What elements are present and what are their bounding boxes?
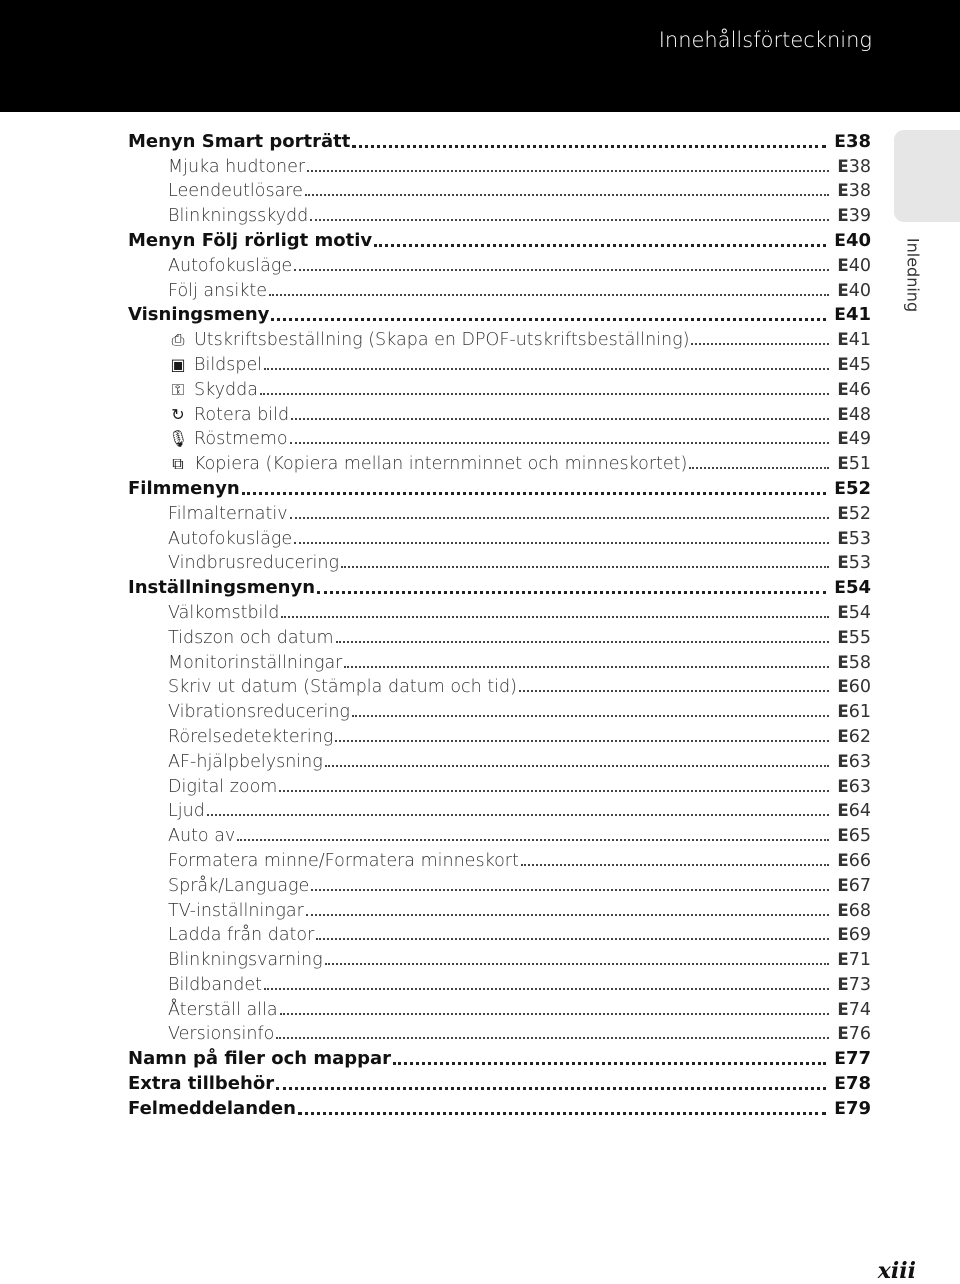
toc-entry-label	[168, 974, 262, 996]
toc-entry-label	[128, 478, 240, 500]
toc-page-number: 41	[845, 304, 871, 326]
toc-page-number: 63	[848, 776, 871, 797]
toc-entry-text: Monitorinställningar	[168, 652, 343, 673]
toc-subentry[interactable]	[128, 351, 871, 376]
toc-entry-label	[168, 602, 279, 624]
dot-leader	[280, 1013, 830, 1015]
toc-entry-label	[168, 354, 262, 376]
dot-leader	[310, 219, 829, 221]
toc-entry-label	[168, 875, 309, 897]
toc-entry-text: Bildbandet	[168, 974, 262, 995]
page-reference-e-icon: E	[837, 677, 848, 697]
toc-entry-label	[128, 577, 315, 599]
toc-page-reference	[837, 850, 871, 872]
toc-section-entry[interactable]	[128, 302, 871, 327]
toc-page-reference	[837, 503, 871, 525]
toc-subentry[interactable]	[128, 376, 871, 401]
toc-page-reference	[837, 776, 871, 798]
toc-page-reference	[837, 875, 871, 897]
toc-entry-text: TV-inställningar	[168, 900, 304, 921]
toc-entry-text: Vindbrusreducering	[168, 553, 339, 574]
toc-entry-label	[168, 1023, 274, 1045]
protect-key-icon: ⚿	[171, 379, 185, 399]
toc-entry-text: Följ ansikte	[168, 280, 267, 301]
toc-page-reference	[837, 652, 871, 674]
toc-subentry[interactable]	[128, 822, 871, 847]
page-reference-e-icon: E	[837, 702, 848, 722]
toc-entry-label	[168, 404, 289, 426]
toc-entry-label	[168, 255, 292, 277]
page-reference-e-icon: E	[837, 429, 848, 449]
toc-subentry[interactable]	[128, 946, 871, 971]
toc-page-number: 55	[848, 627, 871, 648]
toc-entry-text: Autofokusläge	[168, 528, 293, 549]
dot-leader	[269, 294, 829, 296]
toc-page-reference	[837, 453, 871, 475]
toc-entry-text: Menyn Följ rörligt motiv	[128, 229, 373, 251]
toc-entry-text: Auto av	[168, 826, 236, 847]
toc-page-reference	[837, 205, 871, 227]
toc-entry-text: Kopiera (Kopiera mellan internminnet och minneskortet)	[194, 454, 688, 475]
page-reference-e-icon: E	[837, 354, 848, 374]
toc-page-number: 73	[848, 974, 871, 995]
voice-memo-icon: 🎙	[168, 429, 189, 449]
toc-page-reference	[837, 751, 871, 773]
toc-entry-text: Extra tillbehör	[128, 1073, 275, 1095]
toc-page-reference	[837, 404, 871, 426]
page-reference-e-icon: E	[837, 726, 848, 746]
toc-subentry[interactable]	[128, 1021, 871, 1046]
toc-entry-text: Återställ alla	[168, 999, 278, 1020]
toc-entry-label	[128, 1098, 296, 1120]
dot-leader	[317, 591, 826, 594]
toc-page-reference	[837, 800, 871, 822]
rotate-image-icon: ↻	[171, 404, 185, 424]
toc-page-reference	[837, 1023, 871, 1045]
toc-subentry[interactable]	[128, 649, 871, 674]
dot-leader	[306, 914, 830, 916]
toc-page-number: 74	[848, 999, 871, 1020]
toc-entry-label	[168, 800, 205, 822]
toc-page-number: 79	[845, 1097, 871, 1119]
page-reference-e-icon: E	[837, 925, 848, 945]
page-reference-e-icon: E	[834, 1074, 845, 1095]
dot-leader	[341, 566, 829, 568]
toc-entry-label	[168, 949, 323, 971]
toc-page-number: 40	[845, 229, 871, 251]
toc-subentry[interactable]	[128, 922, 871, 947]
page-reference-e-icon: E	[834, 478, 845, 499]
toc-page-number: 65	[848, 826, 871, 847]
toc-entry-text: Ladda från dator	[168, 925, 315, 946]
toc-subentry[interactable]	[128, 153, 871, 178]
toc-entry-label	[128, 304, 269, 326]
toc-entry-label	[168, 428, 288, 450]
page-reference-e-icon: E	[837, 826, 848, 846]
dot-leader	[325, 765, 830, 767]
toc-page-number: 61	[848, 702, 871, 723]
toc-entry-label	[168, 924, 314, 946]
toc-entry-text: Filmalternativ	[168, 503, 288, 524]
page-reference-e-icon: E	[837, 454, 848, 474]
table-of-contents	[128, 128, 871, 1120]
toc-page-reference	[837, 552, 871, 574]
toc-entry-label	[168, 900, 304, 922]
page-reference-e-icon: E	[837, 528, 848, 548]
toc-subentry[interactable]	[128, 996, 871, 1021]
toc-entry-label	[168, 676, 517, 698]
toc-entry-text: Skydda	[194, 379, 258, 400]
toc-page-number: 52	[848, 503, 871, 524]
toc-section-entry[interactable]	[128, 128, 871, 153]
toc-entry-label	[168, 180, 303, 202]
toc-subentry[interactable]	[128, 277, 871, 302]
dot-leader	[290, 517, 830, 519]
toc-entry-label	[168, 825, 235, 847]
toc-entry-label	[168, 627, 334, 649]
dot-leader	[307, 170, 829, 172]
dot-leader	[260, 393, 829, 395]
toc-entry-label	[168, 701, 350, 723]
toc-entry-label	[168, 329, 689, 351]
dot-leader	[279, 790, 829, 792]
page-reference-e-icon: E	[837, 999, 848, 1019]
toc-section-entry[interactable]	[128, 227, 871, 252]
toc-entry-label	[168, 205, 308, 227]
toc-subentry[interactable]	[128, 550, 871, 575]
toc-entry-text: Rörelsedetektering	[168, 726, 334, 747]
toc-entry-text: Namn på filer och mappar	[128, 1048, 392, 1070]
page-reference-e-icon: E	[837, 206, 848, 226]
page-reference-e-icon: E	[837, 801, 848, 821]
page-reference-e-icon: E	[834, 230, 845, 251]
toc-page-number: 58	[848, 652, 871, 673]
toc-page-number: 54	[848, 602, 871, 623]
page-reference-e-icon: E	[837, 1024, 848, 1044]
toc-entry-text: Filmmenyn	[128, 477, 240, 499]
dot-leader	[393, 1062, 826, 1065]
toc-subentry[interactable]	[128, 426, 871, 451]
dot-leader	[276, 1037, 829, 1039]
page-header-bar	[0, 0, 960, 112]
toc-page-number: 63	[848, 751, 871, 772]
dot-leader	[237, 839, 829, 841]
toc-page-number: 77	[845, 1048, 871, 1070]
page-reference-e-icon: E	[837, 553, 848, 573]
toc-page-number: 51	[848, 454, 871, 475]
toc-page-reference	[837, 726, 871, 748]
toc-entry-text: Rotera bild	[194, 404, 290, 425]
toc-subentry[interactable]	[128, 897, 871, 922]
toc-page-reference	[837, 379, 871, 401]
page-reference-e-icon: E	[837, 900, 848, 920]
toc-entry-label	[168, 751, 323, 773]
toc-page-reference	[837, 924, 871, 946]
toc-page-number: 38	[848, 156, 871, 177]
toc-subentry[interactable]	[128, 202, 871, 227]
dot-leader	[294, 542, 829, 544]
page-reference-e-icon: E	[837, 950, 848, 970]
toc-subentry[interactable]	[128, 525, 871, 550]
toc-subentry[interactable]	[128, 599, 871, 624]
toc-page-reference	[834, 131, 871, 153]
print-order-icon: ⎙	[171, 330, 185, 350]
toc-page-number: 76	[848, 1024, 871, 1045]
dot-leader	[207, 814, 830, 816]
toc-subentry[interactable]	[128, 698, 871, 723]
dot-leader	[276, 1087, 826, 1090]
toc-entry-text: Blinkningsskydd	[168, 206, 309, 227]
dot-leader	[290, 442, 830, 444]
toc-entry-text: AF-hjälpbelysning	[168, 751, 323, 772]
page-reference-e-icon: E	[834, 131, 845, 152]
page-reference-e-icon: E	[837, 974, 848, 994]
toc-entry-label	[168, 280, 267, 302]
toc-page-number: 53	[848, 528, 871, 549]
toc-section-entry[interactable]	[128, 1045, 871, 1070]
toc-subentry[interactable]	[128, 326, 871, 351]
toc-page-reference	[837, 329, 871, 351]
toc-page-reference	[837, 676, 871, 698]
toc-subentry[interactable]	[128, 178, 871, 203]
page-title: Innehållsförteckning	[658, 28, 872, 52]
page-reference-e-icon: E	[837, 776, 848, 796]
toc-page-reference	[837, 900, 871, 922]
page-reference-e-icon: E	[837, 875, 848, 895]
toc-page-number: 78	[845, 1073, 871, 1095]
toc-entry-label	[168, 726, 333, 748]
toc-page-number: 52	[845, 477, 871, 499]
toc-entry-label	[168, 453, 687, 475]
toc-page-reference	[837, 156, 871, 178]
toc-entry-text: Mjuka hudtoner	[168, 156, 306, 177]
toc-entry-label	[168, 999, 278, 1021]
dot-leader	[264, 988, 829, 990]
page-reference-e-icon: E	[837, 255, 848, 275]
page-reference-e-icon: E	[834, 305, 845, 326]
page-reference-e-icon: E	[837, 280, 848, 300]
page-reference-e-icon: E	[837, 379, 848, 399]
toc-entry-label	[128, 230, 372, 252]
toc-entry-label	[128, 131, 350, 153]
page-reference-e-icon: E	[834, 578, 845, 599]
dot-leader	[291, 418, 829, 420]
dot-leader	[298, 1112, 826, 1115]
section-tab	[894, 130, 960, 222]
toc-entry-label	[168, 776, 277, 798]
toc-subentry[interactable]	[128, 847, 871, 872]
toc-entry-text: Vibrationsreducering	[168, 702, 350, 723]
toc-page-reference	[834, 478, 871, 500]
toc-entry-text: Menyn Smart porträtt	[128, 130, 351, 152]
toc-page-number: 67	[848, 875, 871, 896]
toc-page-number: 48	[848, 404, 871, 425]
toc-entry-text: Formatera minne/Formatera minneskort	[168, 850, 519, 871]
toc-section-entry[interactable]	[128, 1070, 871, 1095]
toc-page-number: 46	[848, 379, 871, 400]
dot-leader	[316, 938, 829, 940]
toc-entry-text: Versionsinfo	[168, 1024, 275, 1045]
toc-page-reference	[837, 528, 871, 550]
dot-leader	[519, 690, 829, 692]
toc-subentry[interactable]	[128, 450, 871, 475]
dot-leader	[521, 864, 830, 866]
toc-entry-text: Skriv ut datum (Stämpla datum och tid)	[168, 677, 517, 698]
toc-page-reference	[834, 304, 871, 326]
toc-entry-text: Blinkningsvarning	[168, 950, 323, 971]
dot-leader	[689, 467, 829, 469]
toc-page-reference	[834, 1048, 871, 1070]
toc-entry-text: Visningsmeny	[128, 304, 270, 326]
toc-page-number: 54	[845, 577, 871, 599]
toc-page-reference	[837, 255, 871, 277]
dot-leader	[691, 343, 829, 345]
toc-page-reference	[837, 627, 871, 649]
toc-page-reference	[837, 602, 871, 624]
toc-page-reference	[834, 1098, 871, 1120]
page-reference-e-icon: E	[834, 1049, 845, 1070]
dot-leader	[352, 715, 829, 717]
toc-page-reference	[837, 354, 871, 376]
toc-page-number: 45	[848, 354, 871, 375]
toc-page-number: 62	[848, 726, 871, 747]
toc-subentry[interactable]	[128, 624, 871, 649]
page-reference-e-icon: E	[837, 602, 848, 622]
toc-subentry[interactable]	[128, 748, 871, 773]
toc-subentry[interactable]	[128, 971, 871, 996]
toc-page-number: 38	[848, 181, 871, 202]
dot-leader	[242, 492, 827, 495]
toc-entry-label	[168, 552, 339, 574]
toc-page-reference	[834, 577, 871, 599]
toc-page-number: 39	[848, 206, 871, 227]
slide-show-icon: ▣	[170, 354, 186, 374]
dot-leader	[352, 145, 826, 148]
toc-entry-label	[128, 1073, 274, 1095]
toc-subentry[interactable]	[128, 723, 871, 748]
copy-icon: ⧉	[172, 454, 184, 474]
toc-page-reference	[837, 428, 871, 450]
toc-entry-text: Felmeddelanden	[128, 1097, 296, 1119]
toc-page-number: 49	[848, 429, 871, 450]
toc-page-reference	[834, 1073, 871, 1095]
toc-entry-text: Ljud	[168, 801, 205, 822]
toc-page-number: 68	[848, 900, 871, 921]
toc-page-number: 38	[845, 130, 871, 152]
page-reference-e-icon: E	[837, 404, 848, 424]
dot-leader	[294, 269, 829, 271]
toc-subentry[interactable]	[128, 500, 871, 525]
toc-page-reference	[837, 974, 871, 996]
page-reference-e-icon: E	[834, 1098, 845, 1119]
toc-subentry[interactable]	[128, 872, 871, 897]
page-reference-e-icon: E	[837, 850, 848, 870]
page-reference-e-icon: E	[837, 652, 848, 672]
toc-entry-text: Bildspel	[194, 354, 263, 375]
dot-leader	[325, 963, 830, 965]
dot-leader	[374, 244, 826, 247]
toc-page-number: 60	[848, 677, 871, 698]
toc-entry-label	[168, 528, 292, 550]
dot-leader	[264, 368, 829, 370]
toc-page-number: 69	[848, 925, 871, 946]
toc-page-number: 40	[848, 280, 871, 301]
toc-page-number: 64	[848, 801, 871, 822]
toc-page-reference	[837, 999, 871, 1021]
toc-entry-label	[168, 503, 288, 525]
toc-subentry[interactable]	[128, 798, 871, 823]
toc-page-number: 53	[848, 553, 871, 574]
toc-entry-text: Digital zoom	[168, 776, 278, 797]
toc-entry-label	[168, 850, 519, 872]
toc-entry-text: Leendeutlösare	[168, 181, 303, 202]
dot-leader	[305, 194, 829, 196]
toc-section-entry[interactable]	[128, 574, 871, 599]
toc-entry-text: Autofokusläge	[168, 255, 293, 276]
toc-page-reference	[837, 949, 871, 971]
toc-page-reference	[837, 280, 871, 302]
dot-leader	[344, 666, 829, 668]
dot-leader	[271, 318, 826, 321]
toc-page-reference	[837, 180, 871, 202]
toc-page-number: 71	[848, 950, 871, 971]
toc-page-reference	[837, 701, 871, 723]
toc-section-entry[interactable]	[128, 1095, 871, 1120]
toc-entry-label	[168, 156, 305, 178]
toc-subentry[interactable]	[128, 401, 871, 426]
toc-section-entry[interactable]	[128, 475, 871, 500]
page-number: xiii	[877, 1258, 916, 1284]
toc-entry-text: Språk/Language	[168, 875, 310, 896]
toc-entry-text: Välkomstbild	[168, 602, 280, 623]
toc-entry-label	[168, 652, 342, 674]
page-reference-e-icon: E	[837, 181, 848, 201]
toc-page-number: 40	[848, 255, 871, 276]
page-reference-e-icon: E	[837, 627, 848, 647]
dot-leader	[336, 641, 830, 643]
toc-subentry[interactable]	[128, 674, 871, 699]
toc-entry-text: Röstmemo	[194, 429, 288, 450]
dot-leader	[335, 740, 829, 742]
dot-leader	[311, 889, 829, 891]
toc-page-number: 66	[848, 850, 871, 871]
toc-subentry[interactable]	[128, 773, 871, 798]
toc-entry-label	[168, 379, 258, 401]
toc-entry-label	[128, 1048, 391, 1070]
toc-entry-text: Tidszon och datum	[168, 627, 334, 648]
toc-page-reference	[834, 230, 871, 252]
toc-entry-text: Inställningsmenyn	[128, 577, 316, 599]
toc-page-reference	[837, 825, 871, 847]
toc-subentry[interactable]	[128, 252, 871, 277]
page-reference-e-icon: E	[837, 751, 848, 771]
dot-leader	[281, 616, 829, 618]
section-tab-label: Inledning	[903, 237, 923, 313]
page-reference-e-icon: E	[837, 503, 848, 523]
page-reference-e-icon: E	[837, 330, 848, 350]
toc-page-number: 41	[848, 330, 871, 351]
page-reference-e-icon: E	[837, 156, 848, 176]
toc-entry-text: Utskriftsbeställning (Skapa en DPOF-utskriftsbeställning)	[194, 330, 690, 351]
